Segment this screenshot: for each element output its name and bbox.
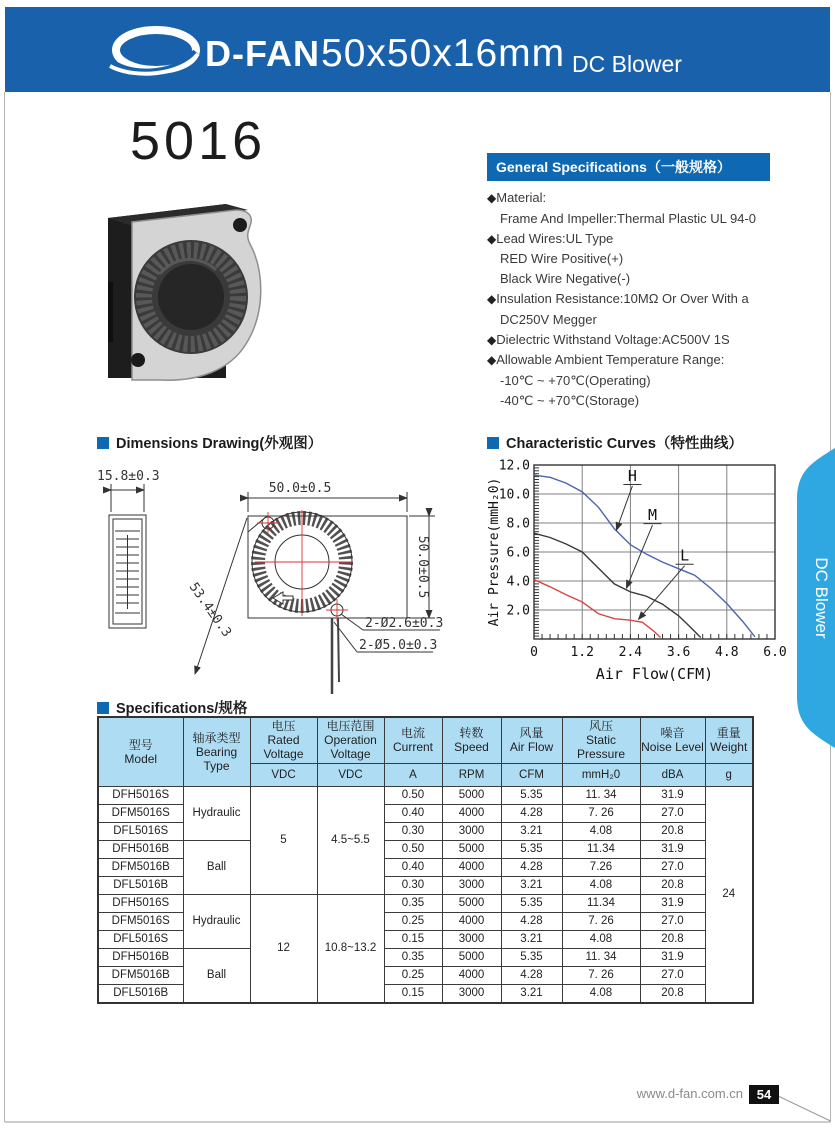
size-title: 50x50x16mm	[321, 32, 566, 75]
noise-cell: 20.8	[640, 822, 705, 840]
pressure-cell: 4.08	[562, 822, 640, 840]
dc-blower-side-tab	[785, 448, 835, 748]
pressure-cell: 7. 26	[562, 912, 640, 930]
col-header: 转数 Speed	[442, 717, 501, 763]
airflow-cell: 3.21	[501, 984, 562, 1003]
airflow-cell: 5.35	[501, 786, 562, 804]
side-tab-label: DC Blower	[812, 557, 831, 639]
svg-text:H: H	[627, 466, 637, 485]
current-cell: 0.35	[384, 948, 442, 966]
svg-text:4.8: 4.8	[715, 645, 739, 660]
product-type: DC Blower	[572, 51, 682, 77]
current-cell: 0.25	[384, 912, 442, 930]
website-url: www.d-fan.com.cn	[636, 1086, 743, 1101]
dim-holes-large: 2-Ø5.0±0.3	[359, 638, 438, 653]
noise-cell: 27.0	[640, 912, 705, 930]
noise-cell: 31.9	[640, 948, 705, 966]
d-fan-logo-icon	[108, 24, 203, 76]
operation-voltage-cell: 4.5~5.5	[317, 786, 384, 894]
general-specifications-panel	[487, 153, 770, 411]
dimensions-section-title: Dimensions Drawing(外观图）	[97, 432, 322, 453]
col-header: 风量 Air Flow	[501, 717, 562, 763]
current-cell: 0.40	[384, 804, 442, 822]
speed-cell: 5000	[442, 894, 501, 912]
dim-diagonal: 53.4±0.3	[185, 580, 234, 640]
model-cell: DFL5016B	[98, 876, 183, 894]
spec-line: -10℃ ~ +70℃(Operating)	[500, 373, 651, 389]
vent-slats	[116, 535, 139, 609]
current-cell: 0.30	[384, 822, 442, 840]
table-row	[98, 948, 753, 966]
pressure-cell: 11.34	[562, 894, 640, 912]
spec-line: Black Wire Negative(-)	[500, 271, 631, 287]
model-cell: DFL5016S	[98, 930, 183, 948]
current-cell: 0.35	[384, 894, 442, 912]
weight-cell: 24	[705, 786, 753, 1003]
brand-name: D-FAN	[205, 33, 320, 74]
dim-front-height: 50.0±0.5	[415, 535, 430, 599]
pressure-cell: 4.08	[562, 876, 640, 894]
model-cell: DFL5016S	[98, 822, 183, 840]
airflow-cell: 3.21	[501, 876, 562, 894]
pressure-cell: 4.08	[562, 984, 640, 1003]
spec-table-body	[98, 786, 753, 1003]
svg-text:1.2: 1.2	[570, 645, 594, 660]
airflow-cell: 3.21	[501, 930, 562, 948]
svg-text:6.0: 6.0	[763, 645, 787, 660]
model-cell: DFH5016S	[98, 786, 183, 804]
spec-line: -40℃ ~ +70℃(Storage)	[500, 392, 640, 408]
header-bar	[5, 7, 830, 92]
speed-cell: 3000	[442, 930, 501, 948]
diamond-bullet-icon: ◆	[487, 231, 497, 246]
specifications-section-title: Specifications/规格	[97, 697, 247, 718]
diamond-bullet-icon: ◆	[487, 332, 497, 347]
speed-cell: 5000	[442, 840, 501, 858]
col-unit: A	[384, 763, 442, 786]
col-unit: VDC	[317, 763, 384, 786]
col-header: 电压 Rated Voltage	[250, 717, 317, 763]
speed-cell: 3000	[442, 822, 501, 840]
section-marker-icon	[97, 702, 109, 714]
noise-cell: 27.0	[640, 966, 705, 984]
pressure-cell: 4.08	[562, 930, 640, 948]
table-row	[98, 786, 753, 804]
model-cell: DFM5016S	[98, 912, 183, 930]
dim-side-width: 15.8±0.3	[97, 469, 160, 484]
curves-section-title: Characteristic Curves（特性曲线）	[487, 432, 743, 453]
spec-line: ◆Dielectric Withstand Voltage:AC500V 1S	[487, 331, 730, 347]
speed-cell: 4000	[442, 858, 501, 876]
bearing-cell: Ball	[183, 840, 250, 894]
col-header: 轴承类型 Bearing Type	[183, 717, 250, 786]
specifications-table	[97, 716, 754, 1004]
airflow-cell: 4.28	[501, 804, 562, 822]
pressure-cell: 7. 26	[562, 804, 640, 822]
pressure-cell: 11.34	[562, 840, 640, 858]
speed-cell: 4000	[442, 966, 501, 984]
col-header: 电压范围 Operation Voltage	[317, 717, 384, 763]
noise-cell: 31.9	[640, 840, 705, 858]
general-specs-list	[487, 188, 770, 411]
svg-text:0: 0	[530, 645, 538, 660]
pressure-cell: 7. 26	[562, 966, 640, 984]
bearing-cell: Hydraulic	[183, 786, 250, 840]
airflow-cell: 5.35	[501, 840, 562, 858]
spec-line: ◆Material:	[487, 190, 547, 205]
col-unit: RPM	[442, 763, 501, 786]
svg-text:4.0: 4.0	[506, 574, 530, 590]
spec-line: Frame And Impeller:Thermal Plastic UL 94-0	[500, 210, 757, 226]
diamond-bullet-icon: ◆	[487, 291, 497, 306]
noise-cell: 31.9	[640, 786, 705, 804]
speed-cell: 5000	[442, 948, 501, 966]
svg-text:2.0: 2.0	[506, 603, 530, 619]
col-header: 风压 Static Pressure	[562, 717, 640, 763]
pressure-cell: 11. 34	[562, 948, 640, 966]
noise-cell: 31.9	[640, 894, 705, 912]
model-cell: DFM5016S	[98, 804, 183, 822]
spec-line: ◆Insulation Resistance:10MΩ Or Over With a	[487, 290, 749, 306]
general-specs-header: General Specifications（一般规格）	[487, 153, 770, 181]
current-cell: 0.50	[384, 786, 442, 804]
diamond-bullet-icon: ◆	[487, 191, 497, 205]
noise-cell: 20.8	[640, 876, 705, 894]
table-row	[98, 840, 753, 858]
speed-cell: 4000	[442, 804, 501, 822]
bearing-cell: Ball	[183, 948, 250, 1003]
page-number-badge: 54	[749, 1085, 779, 1104]
speed-cell: 5000	[442, 786, 501, 804]
current-cell: 0.15	[384, 930, 442, 948]
noise-cell: 20.8	[640, 930, 705, 948]
col-header: 电流 Current	[384, 717, 442, 763]
rated-voltage-cell: 5	[250, 786, 317, 894]
svg-text:M: M	[647, 506, 658, 525]
model-cell: DFM5016B	[98, 966, 183, 984]
table-row	[98, 894, 753, 912]
speed-cell: 3000	[442, 876, 501, 894]
spec-table-head	[98, 717, 753, 786]
dim-holes-small: 2-Ø2.6±0.3	[365, 616, 444, 631]
model-cell: DFH5016S	[98, 894, 183, 912]
operation-voltage-cell: 10.8~13.2	[317, 894, 384, 1003]
svg-text:L: L	[680, 546, 690, 565]
spec-line: ◆Allowable Ambient Temperature Range:	[487, 352, 725, 368]
col-header: 噪音 Noise Level	[640, 717, 705, 763]
col-header: 型号 Model	[98, 717, 183, 786]
spec-line: ◆Lead Wires:UL Type	[487, 230, 614, 246]
dimensions-drawing	[95, 452, 495, 702]
section-marker-icon	[97, 437, 109, 449]
col-unit: dBA	[640, 763, 705, 786]
svg-text:6.0: 6.0	[506, 545, 530, 561]
model-cell: DFM5016B	[98, 858, 183, 876]
svg-text:3.6: 3.6	[666, 645, 691, 660]
characteristic-curves-chart	[487, 453, 787, 685]
dim-front-width: 50.0±0.5	[268, 481, 332, 496]
svg-text:Air Pressure(mmH₂0): Air Pressure(mmH₂0)	[487, 477, 502, 627]
current-cell: 0.15	[384, 984, 442, 1003]
model-cell: DFH5016B	[98, 948, 183, 966]
airflow-cell: 4.28	[501, 858, 562, 876]
model-number: 5016	[130, 111, 267, 171]
pressure-cell: 11. 34	[562, 786, 640, 804]
col-unit: g	[705, 763, 753, 786]
noise-cell: 27.0	[640, 804, 705, 822]
current-cell: 0.40	[384, 858, 442, 876]
svg-text:Air Flow(CFM): Air Flow(CFM)	[595, 665, 714, 683]
col-unit: VDC	[250, 763, 317, 786]
bearing-cell: Hydraulic	[183, 894, 250, 948]
model-cell: DFH5016B	[98, 840, 183, 858]
current-cell: 0.50	[384, 840, 442, 858]
product-photo	[98, 192, 260, 397]
col-unit: mmH₂0	[562, 763, 640, 786]
svg-text:10.0: 10.0	[498, 487, 530, 503]
airflow-cell: 5.35	[501, 948, 562, 966]
rated-voltage-cell: 12	[250, 894, 317, 1003]
current-cell: 0.30	[384, 876, 442, 894]
col-header: 重量 Weight	[705, 717, 753, 763]
airflow-cell: 4.28	[501, 966, 562, 984]
svg-text:8.0: 8.0	[506, 516, 530, 532]
speed-cell: 3000	[442, 984, 501, 1003]
section-marker-icon	[487, 437, 499, 449]
speed-cell: 4000	[442, 912, 501, 930]
airflow-cell: 5.35	[501, 894, 562, 912]
pressure-cell: 7.26	[562, 858, 640, 876]
current-cell: 0.25	[384, 966, 442, 984]
noise-cell: 20.8	[640, 984, 705, 1003]
airflow-cell: 4.28	[501, 912, 562, 930]
svg-text:2.4: 2.4	[618, 645, 643, 660]
spec-line: RED Wire Positive(+)	[500, 251, 624, 267]
spec-line: DC250V Megger	[500, 311, 597, 327]
airflow-cell: 3.21	[501, 822, 562, 840]
diamond-bullet-icon: ◆	[487, 353, 497, 368]
noise-cell: 27.0	[640, 858, 705, 876]
col-unit: CFM	[501, 763, 562, 786]
model-cell: DFL5016B	[98, 984, 183, 1003]
svg-text:12.0: 12.0	[498, 458, 530, 474]
